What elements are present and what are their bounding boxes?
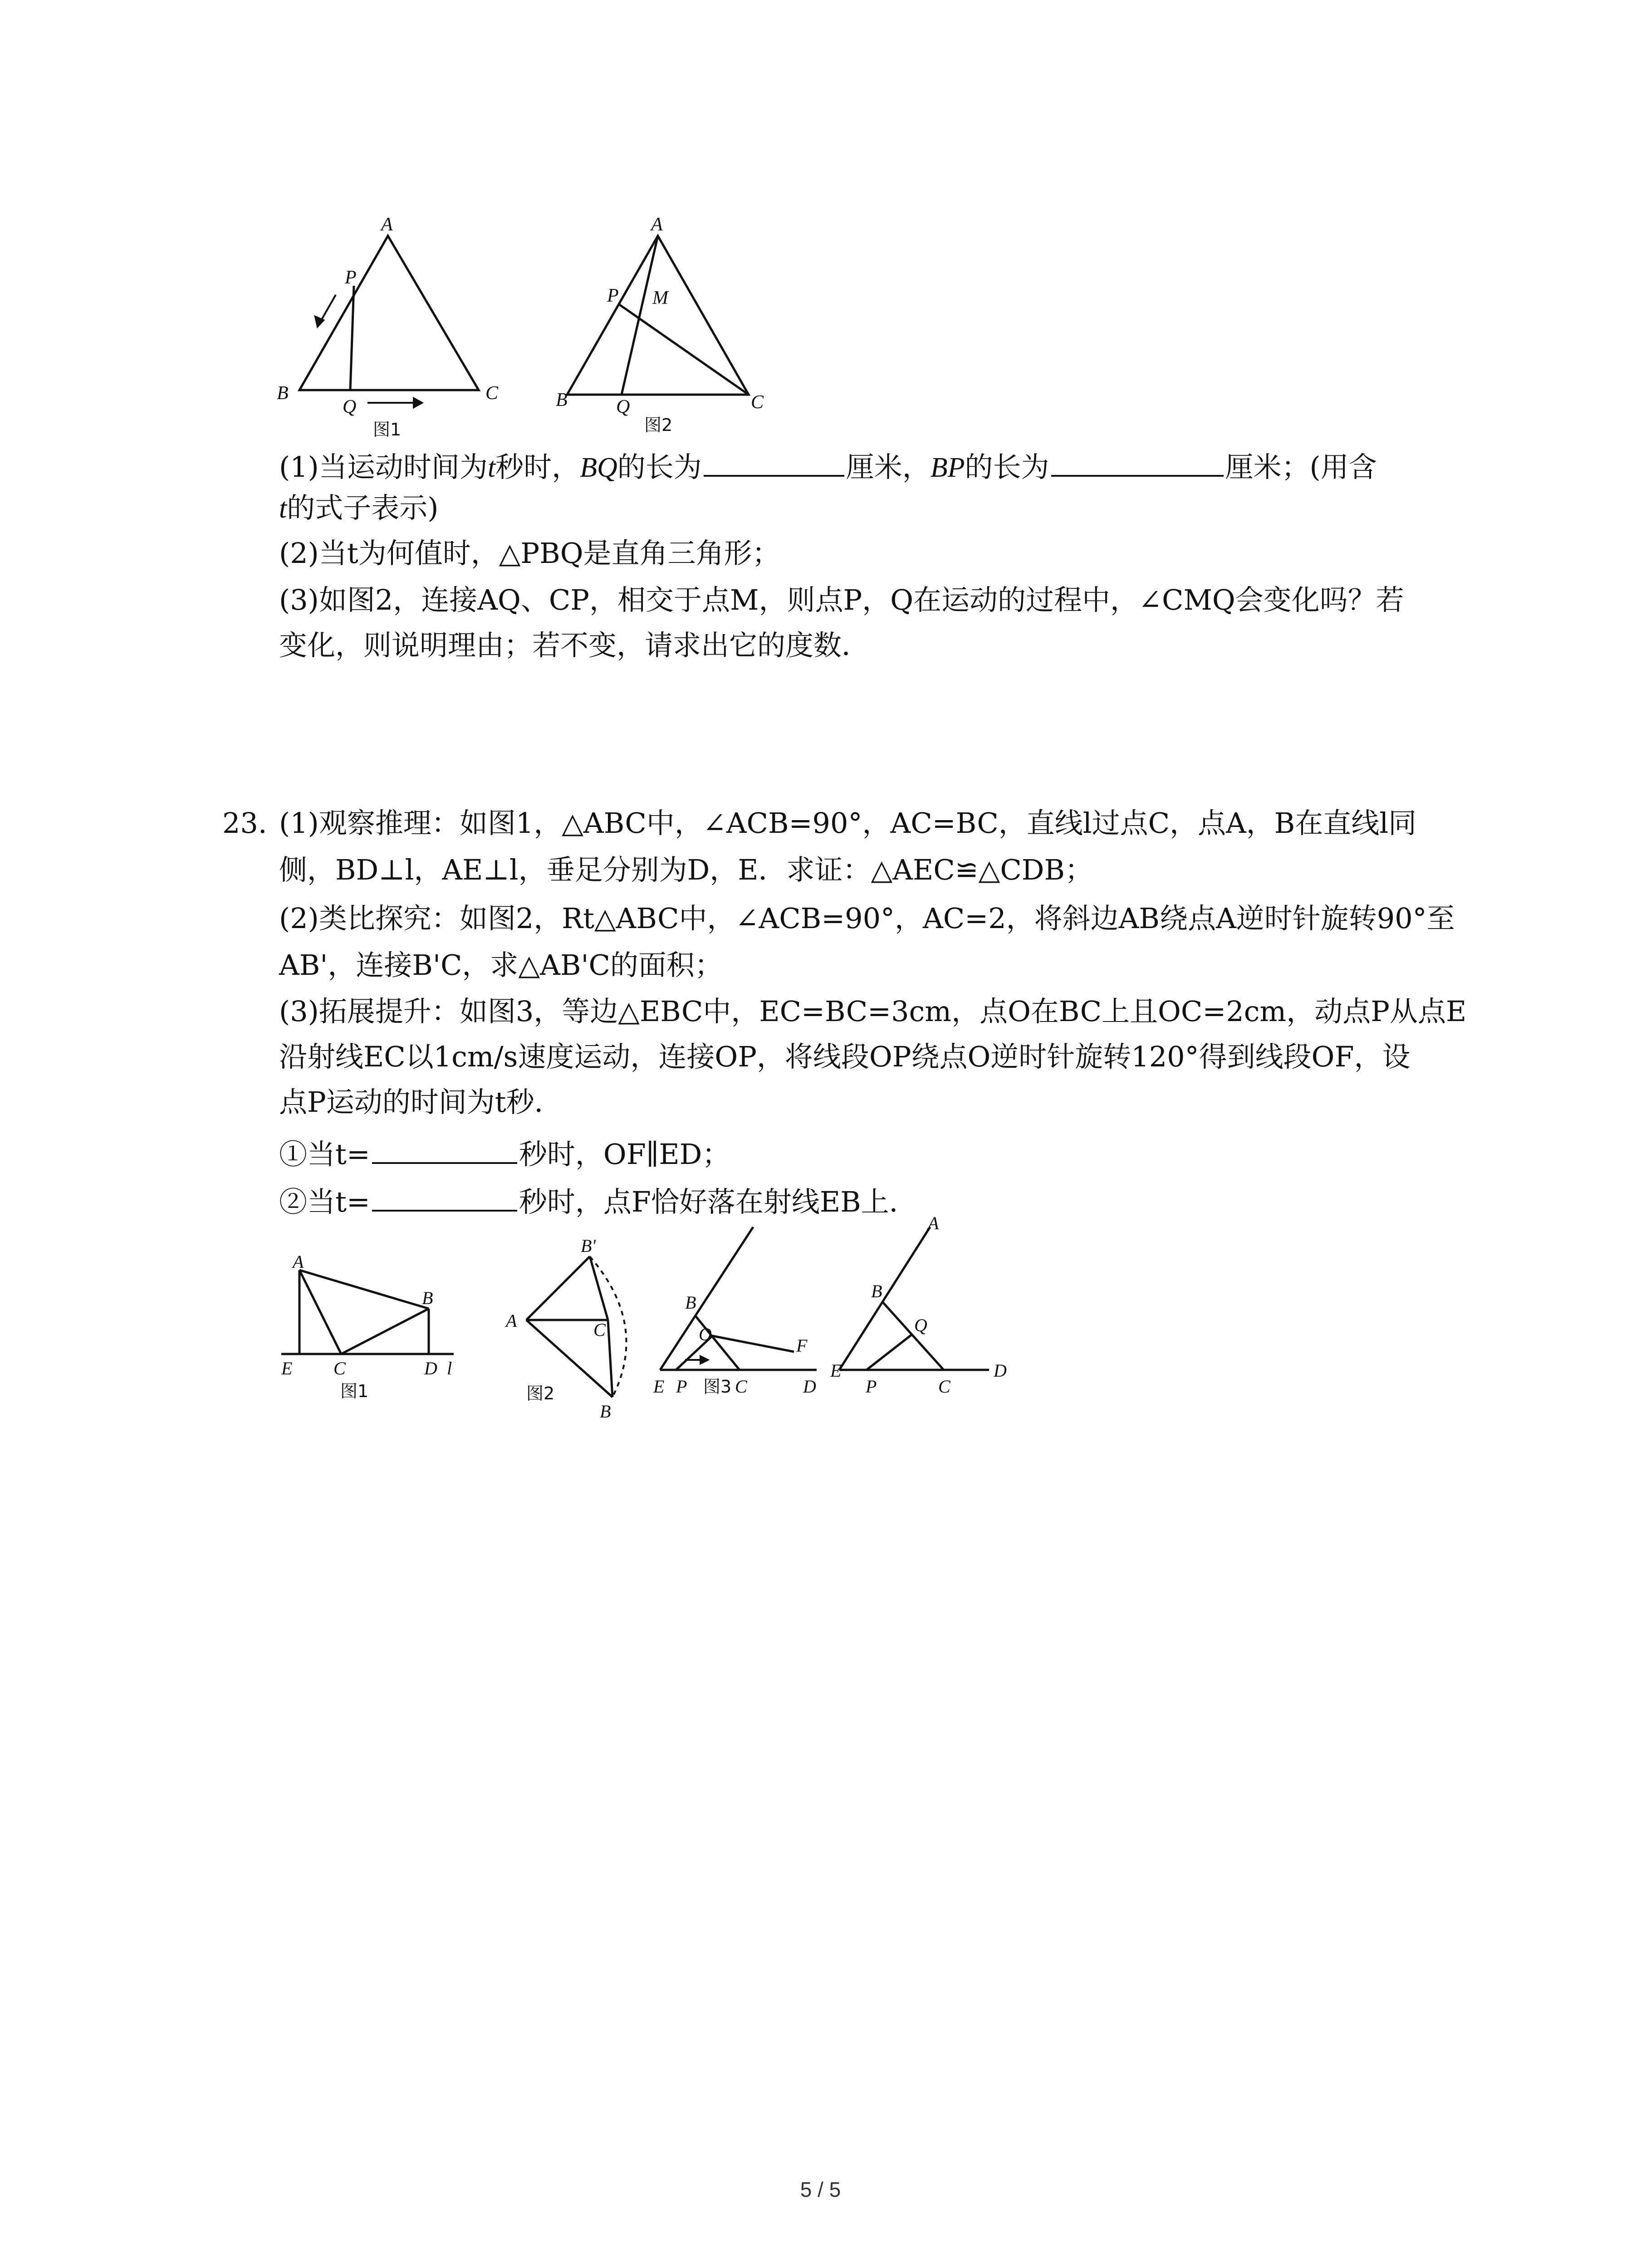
svg-text:A: A — [293, 1251, 304, 1272]
q22-fig1-caption: 图1 — [373, 420, 402, 440]
q23-figure-3b — [830, 1213, 1021, 1406]
q22-figure-2 — [549, 213, 785, 440]
q22-part1-line2: t的式子表示) — [279, 491, 439, 524]
svg-text:D: D — [803, 1376, 816, 1397]
answer-blank-t1[interactable] — [372, 1134, 517, 1164]
svg-text:P: P — [345, 267, 357, 288]
svg-text:D: D — [424, 1358, 437, 1378]
svg-text:P: P — [676, 1376, 687, 1397]
svg-text:C: C — [751, 392, 764, 413]
svg-text:B: B — [871, 1281, 882, 1301]
q23-sub2: ②当t= 秒时，点F恰好落在射线EB上． — [279, 1182, 917, 1220]
svg-text:Q: Q — [616, 396, 630, 417]
svg-text:P: P — [866, 1376, 877, 1397]
svg-text:O: O — [699, 1324, 712, 1344]
page-number: 5 / 5 — [800, 2178, 841, 2201]
q23-part3-line1: (3)拓展提升：如图3，等边△EBC中，EC=BC=3cm，点O在BC上且OC=2cm，动点P从点E — [279, 995, 1467, 1028]
svg-text:C: C — [593, 1320, 606, 1340]
svg-text:B: B — [277, 383, 289, 404]
q22-part3-line1: (3)如图2，连接AQ、CP，相交于点M，则点P，Q在运动的过程中，∠CMQ会变化吗？若 — [279, 583, 1404, 616]
svg-text:Q: Q — [343, 396, 357, 417]
svg-text:B: B — [556, 390, 568, 411]
svg-text:E: E — [281, 1358, 293, 1378]
svg-text:E: E — [653, 1376, 665, 1397]
svg-text:B: B — [600, 1401, 611, 1422]
question-number-23: 23. — [222, 807, 267, 840]
q23-part2-line2: AB'，连接B'C，求△AB'C的面积； — [279, 948, 723, 982]
answer-blank-bq[interactable] — [704, 447, 844, 477]
q23-sub1: ①当t= 秒时，OF∥ED； — [279, 1134, 730, 1173]
svg-text:A: A — [651, 214, 663, 235]
q23-fig3-caption: 图3 — [703, 1377, 732, 1397]
svg-text:C: C — [485, 383, 499, 404]
svg-text:M: M — [652, 288, 668, 308]
svg-text:B: B — [685, 1292, 696, 1313]
q23-part1-line2: 侧，BD⊥l，AE⊥l，垂足分别为D，E．求证：△AEC≌△CDB； — [279, 853, 1093, 886]
svg-text:F: F — [796, 1335, 808, 1356]
q22-figure-1 — [272, 213, 508, 440]
svg-text:E: E — [830, 1360, 842, 1381]
svg-text:D: D — [994, 1360, 1007, 1381]
svg-text:P: P — [607, 285, 619, 306]
answer-blank-t2[interactable] — [372, 1182, 517, 1212]
q23-figure-3 — [649, 1216, 830, 1424]
q23-fig1-caption: 图1 — [340, 1381, 369, 1401]
q22-part3-line2: 变化，则说明理由；若不变，请求出它的度数． — [279, 629, 870, 662]
q23-part2-line1: (2)类比探究：如图2，Rt△ABC中，∠ACB=90°，AC=2，将斜边AB绕点A逆时针旋转90°至 — [279, 902, 1455, 935]
svg-text:Q: Q — [914, 1315, 927, 1335]
q22-part1-line1: (1)当运动时间为t秒时，BQ的长为 厘米，BP的长为 厘米；(用含 — [279, 447, 1377, 486]
svg-text:B': B' — [581, 1236, 596, 1256]
svg-text:A: A — [381, 214, 393, 235]
answer-blank-bp[interactable] — [1051, 447, 1224, 477]
q22-fig2-caption: 图2 — [644, 415, 673, 435]
svg-text:l: l — [447, 1358, 452, 1378]
svg-text:B: B — [422, 1288, 433, 1308]
q22-part2: (2)当t为何值时，△PBQ是直角三角形； — [279, 537, 780, 570]
svg-text:C: C — [735, 1376, 747, 1397]
svg-text:C: C — [938, 1376, 950, 1397]
q23-part3-line2: 沿射线EC以1cm/s速度运动，连接OP，将线段OP绕点O逆时针旋转120°得到线段OF，设 — [279, 1040, 1411, 1073]
svg-text:A: A — [928, 1213, 939, 1233]
q23-figure-1 — [272, 1252, 481, 1415]
q23-part3-line3: 点P运动的时间为t秒． — [279, 1085, 563, 1119]
q23-fig2-caption: 图2 — [526, 1383, 555, 1403]
q23-part1-line1: (1)观察推理：如图1，△ABC中，∠ACB=90°，AC=BC，直线l过点C，点A，B在直线l同 — [279, 807, 1417, 840]
svg-text:A: A — [506, 1310, 517, 1331]
svg-text:C: C — [333, 1358, 346, 1378]
